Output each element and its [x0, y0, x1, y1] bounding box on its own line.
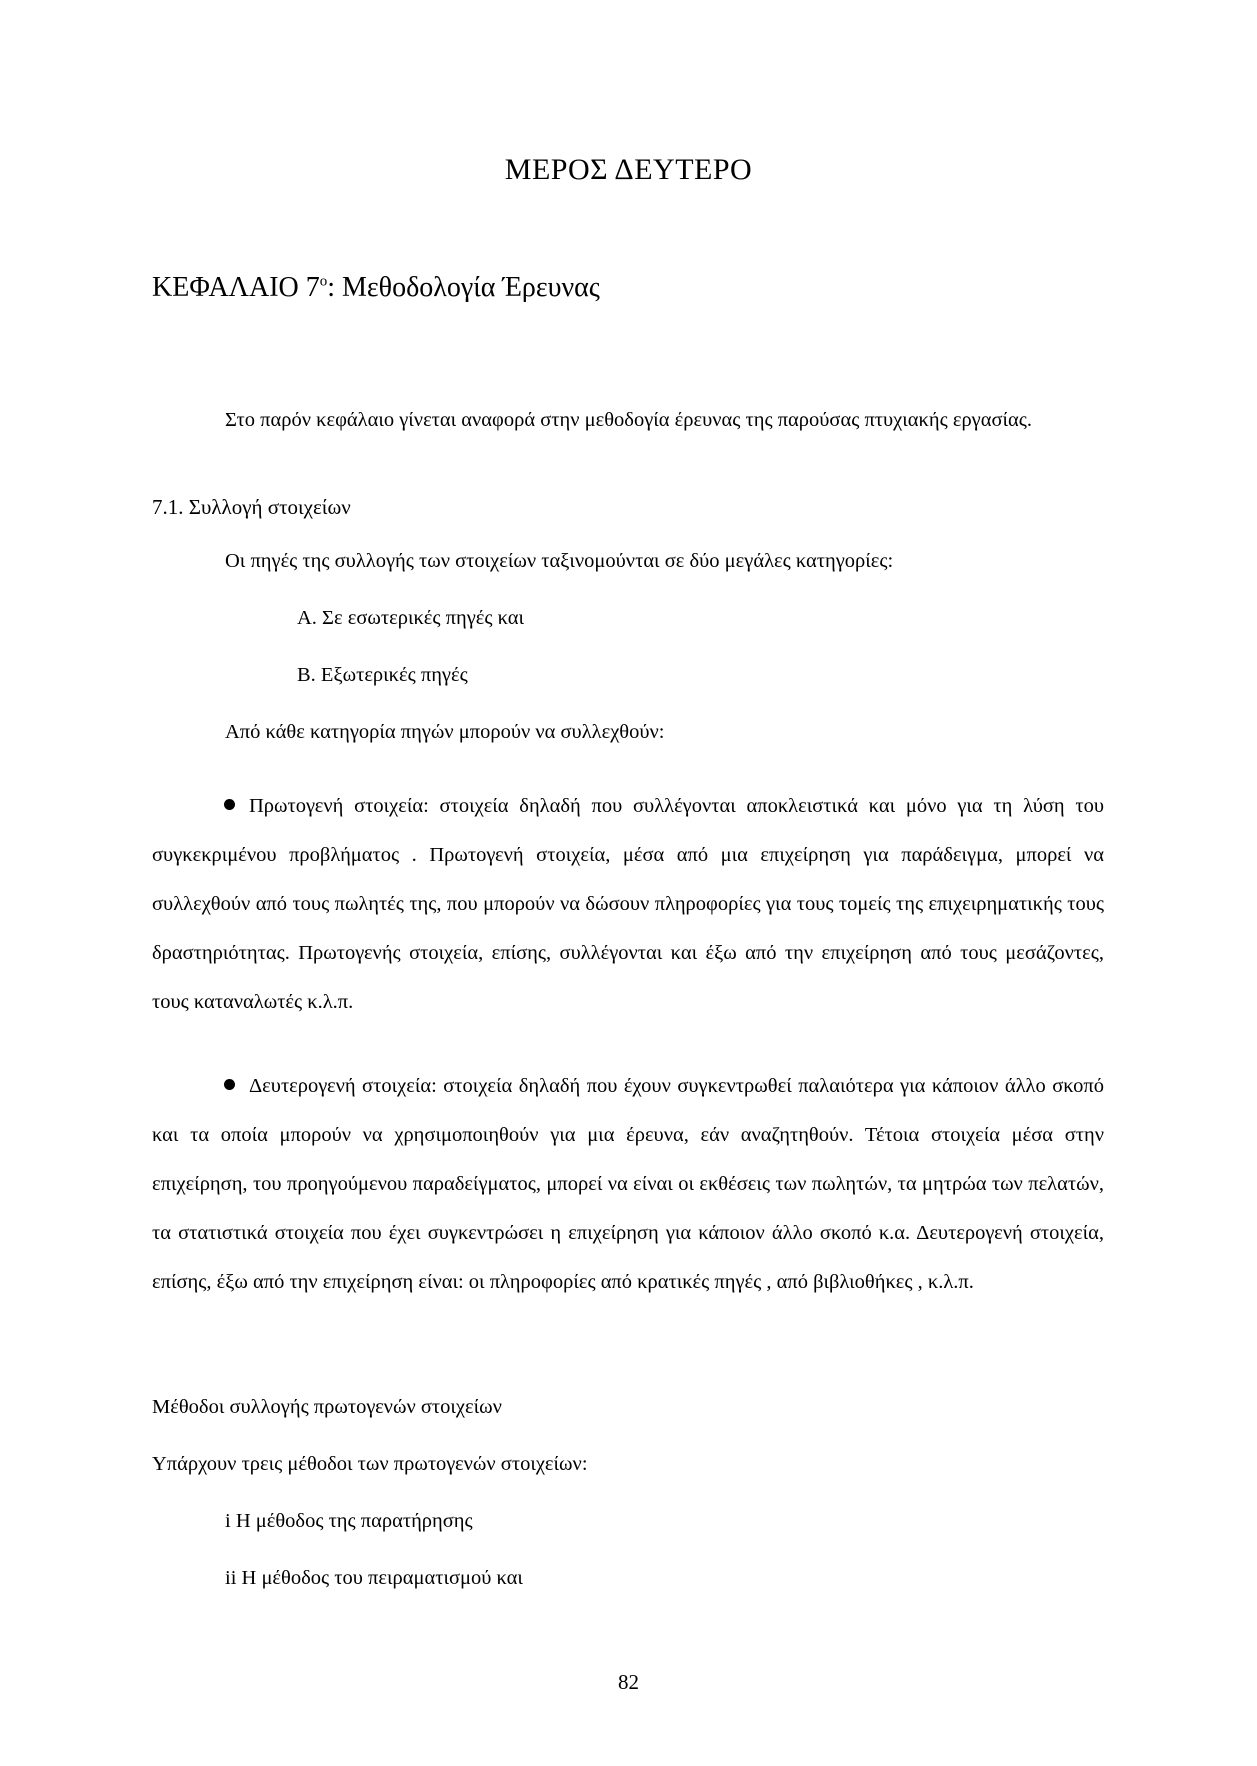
part-title: ΜΕΡΟΣ ΔΕΥΤΕΡΟ [504, 153, 753, 186]
bullet-primary-text: Πρωτογενή στοιχεία: στοιχεία δηλαδή που συλλέγονται αποκλειστικά και μόνο για τη λύση του συγκεκριμένου προβλήματος . Πρωτογενή στοιχεία, μέσα από μια επιχείρηση για παράδειγμα, μπορεί να συλλεχθούν από τους πωλητές της, που μπορούν να δώσουν πληροφορίες για τους τομείς της επιχειρηματικής τους δραστηριότητας. Πρωτογενής στοιχεία, επίσης, συλλέγονται και έξω από την επιχείρηση από τους μεσάζοντες, τους καταναλωτές κ.λ.π. [152, 795, 1104, 1013]
methods-sentence: Υπάρχουν τρεις μέθοδοι των πρωτογενών στοιχείων: [152, 1453, 588, 1475]
bullet-secondary-text: Δευτερογενή στοιχεία: στοιχεία δηλαδή που έχουν συγκεντρωθεί παλαιότερα για κάποιον άλλο σκοπό και τα οποία μπορούν να χρησιμοποιηθούν για μια έρευνα, εάν αναζητηθούν. Τέτοια στοιχεία μέσα στην επιχείρηση, του προηγούμενου παραδείγματος, μπορεί να είναι οι εκθέσεις των πωλητών, τα μητρώα των πελατών, τα στατιστικά στοιχεία που έχει συγκεντρώσει η επιχείρηση για κάποιον άλλο σκοπό κ.α. Δευτερογενή στοιχεία, επίσης, έξω από την επιχείρηση είναι: οι πληροφορίες από κρατικές πηγές , από βιβλιοθήκες , κ.λ.π. [152, 1075, 1104, 1293]
category-a: Α. Σε εσωτερικές πηγές και [297, 607, 525, 629]
collect-sentence: Από κάθε κατηγορία πηγών μπορούν να συλλεχθούν: [225, 721, 665, 743]
chapter-ordinal: ο [319, 273, 328, 290]
chapter-prefix: ΚΕΦΑΛΑΙΟ 7 [152, 272, 320, 303]
method-observation: i Η μέθοδος της παρατήρησης [225, 1510, 473, 1532]
methods-heading: Μέθοδοι συλλογής πρωτογενών στοιχείων [152, 1396, 502, 1418]
bullet-dot-icon [224, 1079, 235, 1090]
method-experimentation: ii Η μέθοδος του πειραματισμού και [225, 1567, 523, 1589]
bullet-primary-data [152, 782, 1104, 1027]
page-number: 82 [618, 1670, 639, 1694]
bullet-secondary-data [152, 1062, 1104, 1307]
sources-sentence: Οι πηγές της συλλογής των στοιχείων ταξινομούνται σε δύο μεγάλες κατηγορίες: [225, 550, 894, 572]
bullet-dot-icon [224, 799, 235, 810]
chapter-title [152, 272, 600, 304]
section-heading: 7.1. Συλλογή στοιχείων [152, 495, 351, 519]
intro-paragraph: Στο παρόν κεφάλαιο γίνεται αναφορά στην μεθοδογία έρευνας της παρούσας πτυχιακής εργασίας. [225, 409, 1033, 431]
category-b: Β. Εξωτερικές πηγές [297, 664, 468, 686]
chapter-name: : Μεθοδολογία Έρευνας [327, 272, 600, 303]
